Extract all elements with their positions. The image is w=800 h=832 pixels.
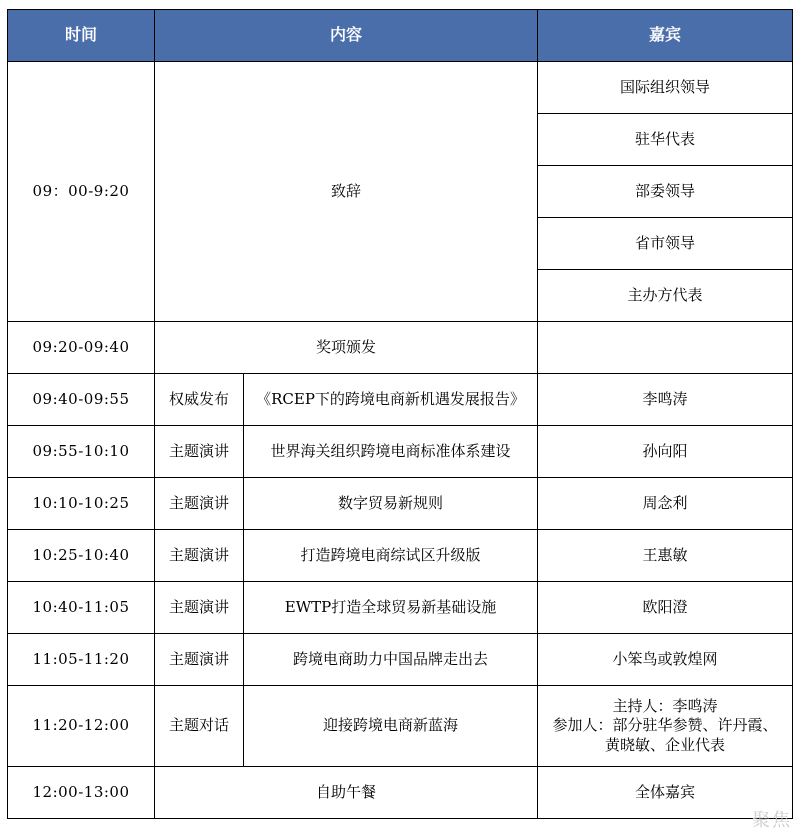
dialogue-host: 主持人：李鸣涛 bbox=[538, 697, 792, 717]
award-guest bbox=[538, 322, 793, 374]
row-time: 11:05-11:20 bbox=[8, 634, 155, 686]
dialogue-participants: 参加人：部分驻华参赞、许丹霞、 bbox=[538, 716, 792, 736]
lunch-content: 自助午餐 bbox=[155, 767, 538, 819]
row-time: 10:25-10:40 bbox=[8, 530, 155, 582]
row-category: 主题演讲 bbox=[155, 478, 244, 530]
dialogue-time: 11:20-12:00 bbox=[8, 686, 155, 767]
row-topic: 世界海关组织跨境电商标准体系建设 bbox=[244, 426, 538, 478]
lunch-guest: 全体嘉宾 bbox=[538, 767, 793, 819]
dialogue-row bbox=[8, 686, 793, 767]
row-topic: 数字贸易新规则 bbox=[244, 478, 538, 530]
row-topic: 跨境电商助力中国品牌走出去 bbox=[244, 634, 538, 686]
row-time: 10:40-11:05 bbox=[8, 582, 155, 634]
row-category: 主题演讲 bbox=[155, 634, 244, 686]
row-topic: 《RCEP下的跨境电商新机遇发展报告》 bbox=[244, 374, 538, 426]
award-row bbox=[8, 322, 793, 374]
opening-time: 09：00-9:20 bbox=[8, 62, 155, 322]
row-topic: 打造跨境电商综试区升级版 bbox=[244, 530, 538, 582]
row-guest: 王惠敏 bbox=[538, 530, 793, 582]
row-category: 主题演讲 bbox=[155, 530, 244, 582]
table-row bbox=[8, 426, 793, 478]
row-category: 主题演讲 bbox=[155, 582, 244, 634]
row-guest: 周念利 bbox=[538, 478, 793, 530]
row-time: 09:55-10:10 bbox=[8, 426, 155, 478]
row-guest: 欧阳澄 bbox=[538, 582, 793, 634]
opening-guest-2: 驻华代表 bbox=[538, 114, 793, 166]
row-guest: 小笨鸟或敦煌网 bbox=[538, 634, 793, 686]
header-content: 内容 bbox=[155, 10, 538, 62]
lunch-row bbox=[8, 767, 793, 819]
row-topic: EWTP打造全球贸易新基础设施 bbox=[244, 582, 538, 634]
table-row bbox=[8, 478, 793, 530]
table-row bbox=[8, 530, 793, 582]
award-content: 奖项颁发 bbox=[155, 322, 538, 374]
dialogue-topic: 迎接跨境电商新蓝海 bbox=[244, 686, 538, 767]
row-guest: 李鸣涛 bbox=[538, 374, 793, 426]
header-time: 时间 bbox=[8, 10, 155, 62]
row-category: 权威发布 bbox=[155, 374, 244, 426]
header-row bbox=[8, 10, 793, 62]
header-guest: 嘉宾 bbox=[538, 10, 793, 62]
opening-guest-4: 省市领导 bbox=[538, 218, 793, 270]
watermark-logo: 聚焦 bbox=[722, 806, 792, 828]
opening-guest-5: 主办方代表 bbox=[538, 270, 793, 322]
table-row bbox=[8, 374, 793, 426]
row-guest: 孙向阳 bbox=[538, 426, 793, 478]
opening-content: 致辞 bbox=[155, 62, 538, 322]
opening-guest-1: 国际组织领导 bbox=[538, 62, 793, 114]
row-category: 主题演讲 bbox=[155, 426, 244, 478]
table-row bbox=[8, 582, 793, 634]
lunch-time: 12:00-13:00 bbox=[8, 767, 155, 819]
row-time: 10:10-10:25 bbox=[8, 478, 155, 530]
agenda-table bbox=[7, 9, 793, 819]
opening-guest-3: 部委领导 bbox=[538, 166, 793, 218]
dialogue-participants-cont: 黄晓敏、企业代表 bbox=[538, 736, 792, 756]
award-time: 09:20-09:40 bbox=[8, 322, 155, 374]
dialogue-category: 主题对话 bbox=[155, 686, 244, 767]
opening-row bbox=[8, 62, 793, 114]
table-row bbox=[8, 634, 793, 686]
row-time: 09:40-09:55 bbox=[8, 374, 155, 426]
dialogue-guests bbox=[538, 686, 793, 767]
